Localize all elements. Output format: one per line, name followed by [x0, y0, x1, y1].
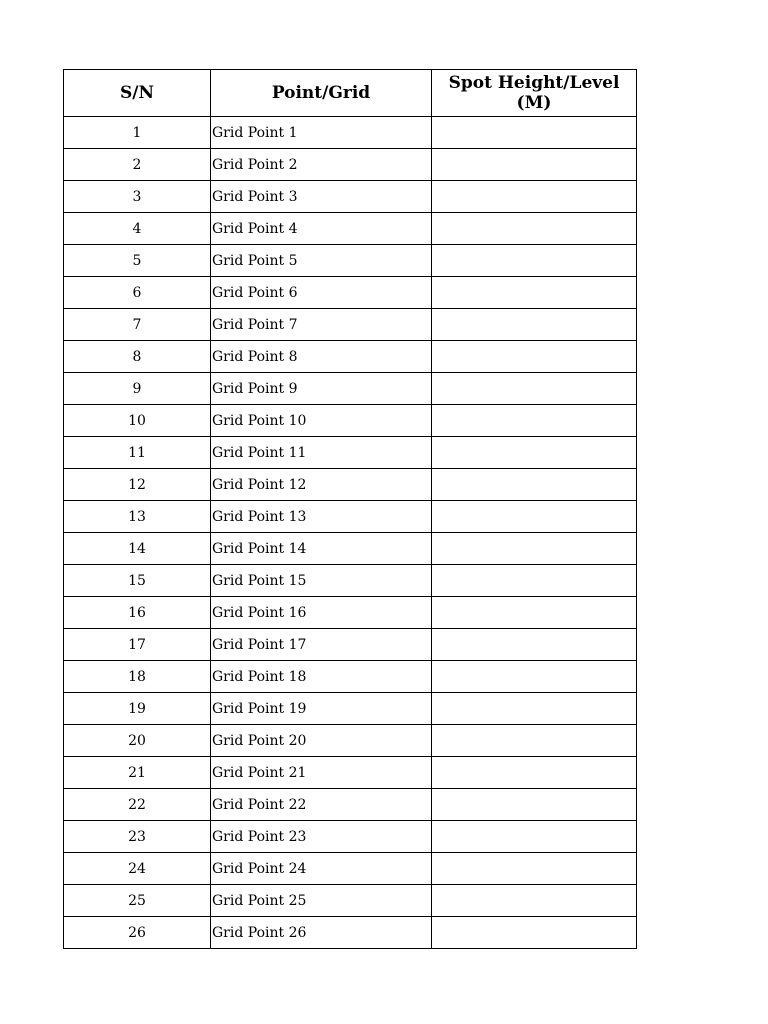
row-point-grid: Grid Point 5	[211, 245, 432, 277]
table-row	[64, 501, 637, 533]
row-spot-height-input[interactable]	[432, 661, 637, 693]
row-sn: 17	[64, 629, 211, 661]
row-sn: 14	[64, 533, 211, 565]
row-point-grid: Grid Point 25	[211, 885, 432, 917]
row-point-grid: Grid Point 21	[211, 757, 432, 789]
row-spot-height-input[interactable]	[432, 437, 637, 469]
row-point-grid: Grid Point 16	[211, 597, 432, 629]
row-sn: 19	[64, 693, 211, 725]
row-sn: 15	[64, 565, 211, 597]
row-sn: 1	[64, 117, 211, 149]
row-point-grid: Grid Point 22	[211, 789, 432, 821]
row-sn: 23	[64, 821, 211, 853]
row-spot-height-input[interactable]	[432, 341, 637, 373]
row-point-grid: Grid Point 7	[211, 309, 432, 341]
row-point-grid: Grid Point 15	[211, 565, 432, 597]
row-spot-height-input[interactable]	[432, 501, 637, 533]
row-point-grid: Grid Point 23	[211, 821, 432, 853]
row-point-grid: Grid Point 1	[211, 117, 432, 149]
row-spot-height-input[interactable]	[432, 821, 637, 853]
table-row	[64, 213, 637, 245]
row-sn: 25	[64, 885, 211, 917]
row-spot-height-input[interactable]	[432, 245, 637, 277]
row-point-grid: Grid Point 24	[211, 853, 432, 885]
row-sn: 16	[64, 597, 211, 629]
table-row	[64, 821, 637, 853]
row-point-grid: Grid Point 19	[211, 693, 432, 725]
row-point-grid: Grid Point 4	[211, 213, 432, 245]
row-point-grid: Grid Point 26	[211, 917, 432, 949]
table-row	[64, 725, 637, 757]
row-sn: 11	[64, 437, 211, 469]
row-spot-height-input[interactable]	[432, 917, 637, 949]
row-spot-height-input[interactable]	[432, 117, 637, 149]
row-spot-height-input[interactable]	[432, 629, 637, 661]
table-row	[64, 757, 637, 789]
row-sn: 21	[64, 757, 211, 789]
header-row	[64, 70, 637, 117]
row-sn: 6	[64, 277, 211, 309]
row-spot-height-input[interactable]	[432, 853, 637, 885]
table-body	[64, 117, 637, 949]
row-spot-height-input[interactable]	[432, 373, 637, 405]
row-sn: 13	[64, 501, 211, 533]
row-spot-height-input[interactable]	[432, 309, 637, 341]
table-row	[64, 277, 637, 309]
row-sn: 10	[64, 405, 211, 437]
row-spot-height-input[interactable]	[432, 149, 637, 181]
table-row	[64, 885, 637, 917]
row-sn: 22	[64, 789, 211, 821]
row-spot-height-input[interactable]	[432, 597, 637, 629]
row-spot-height-input[interactable]	[432, 469, 637, 501]
row-sn: 24	[64, 853, 211, 885]
table-row	[64, 181, 637, 213]
row-spot-height-input[interactable]	[432, 725, 637, 757]
table-row	[64, 693, 637, 725]
row-point-grid: Grid Point 2	[211, 149, 432, 181]
row-sn: 20	[64, 725, 211, 757]
row-point-grid: Grid Point 12	[211, 469, 432, 501]
row-point-grid: Grid Point 9	[211, 373, 432, 405]
table-row	[64, 469, 637, 501]
row-point-grid: Grid Point 18	[211, 661, 432, 693]
row-point-grid: Grid Point 17	[211, 629, 432, 661]
row-spot-height-input[interactable]	[432, 277, 637, 309]
table-row	[64, 405, 637, 437]
row-sn: 26	[64, 917, 211, 949]
row-spot-height-input[interactable]	[432, 213, 637, 245]
row-point-grid: Grid Point 11	[211, 437, 432, 469]
row-spot-height-input[interactable]	[432, 533, 637, 565]
spot-height-sheet	[63, 69, 637, 949]
row-sn: 5	[64, 245, 211, 277]
table-row	[64, 917, 637, 949]
table-row	[64, 309, 637, 341]
table-row	[64, 373, 637, 405]
table-row	[64, 341, 637, 373]
row-sn: 7	[64, 309, 211, 341]
table-row	[64, 661, 637, 693]
header-sn: S/N	[64, 70, 211, 117]
row-sn: 4	[64, 213, 211, 245]
table-row	[64, 789, 637, 821]
table-row	[64, 533, 637, 565]
row-spot-height-input[interactable]	[432, 789, 637, 821]
table-row	[64, 149, 637, 181]
row-point-grid: Grid Point 6	[211, 277, 432, 309]
header-spot-height-level: Spot Height/Level (M)	[432, 70, 637, 117]
row-point-grid: Grid Point 20	[211, 725, 432, 757]
row-point-grid: Grid Point 14	[211, 533, 432, 565]
row-sn: 18	[64, 661, 211, 693]
row-spot-height-input[interactable]	[432, 405, 637, 437]
row-sn: 8	[64, 341, 211, 373]
row-spot-height-input[interactable]	[432, 885, 637, 917]
spot-height-table	[63, 69, 637, 949]
table-row	[64, 629, 637, 661]
table-row	[64, 597, 637, 629]
row-point-grid: Grid Point 8	[211, 341, 432, 373]
row-spot-height-input[interactable]	[432, 181, 637, 213]
row-sn: 2	[64, 149, 211, 181]
row-spot-height-input[interactable]	[432, 693, 637, 725]
row-sn: 9	[64, 373, 211, 405]
row-point-grid: Grid Point 13	[211, 501, 432, 533]
row-sn: 3	[64, 181, 211, 213]
table-row	[64, 853, 637, 885]
row-sn: 12	[64, 469, 211, 501]
row-point-grid: Grid Point 3	[211, 181, 432, 213]
row-spot-height-input[interactable]	[432, 565, 637, 597]
table-row	[64, 245, 637, 277]
row-spot-height-input[interactable]	[432, 757, 637, 789]
table-row	[64, 437, 637, 469]
row-point-grid: Grid Point 10	[211, 405, 432, 437]
table-row	[64, 117, 637, 149]
header-point-grid: Point/Grid	[211, 70, 432, 117]
table-row	[64, 565, 637, 597]
